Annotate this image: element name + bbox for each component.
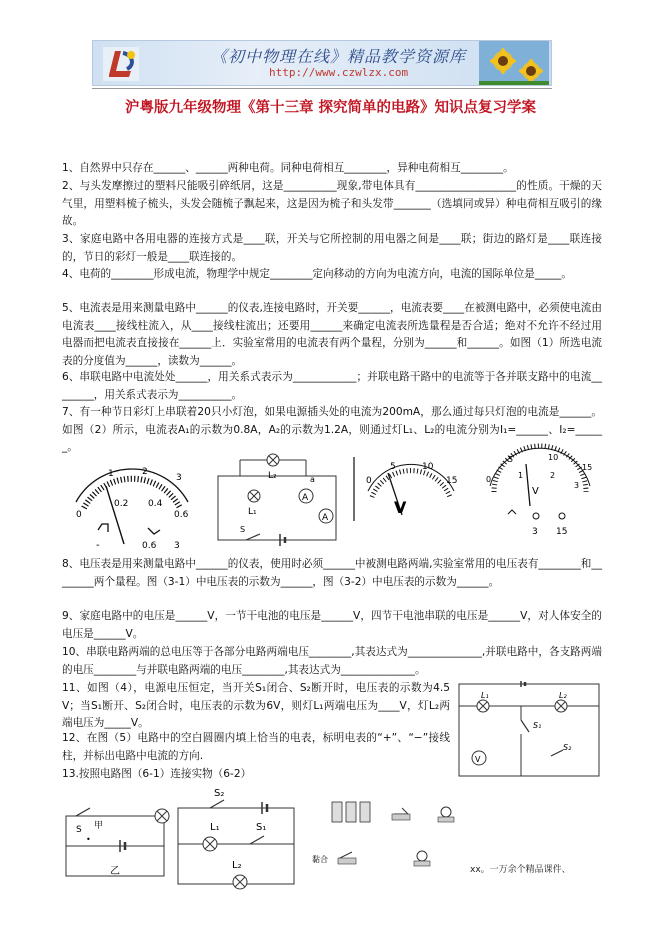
circuit5-label-jia: 甲	[94, 821, 104, 831]
voltmeter2-tick-10: 10	[548, 453, 559, 462]
question-5: 5、电流表是用来测量电路中______的仪表,连接电路时，开关要______，电流表要____在被测电路中，必须使电流由电流表____接线柱流入，从____接线柱流出；还要用______来确定电流表所选量程是否合适；绝对不允许不经过用电器而把电流表直接接在______上．实验室常用的电流表有两个量程，分别为______和______。如图（1）所选电流表的分度值为______，读数为______。	[62, 302, 602, 367]
voltmeter1-tick-10: 10	[422, 462, 434, 472]
figure-ammeter	[62, 462, 202, 552]
voltmeter1-tick-15: 15	[446, 476, 458, 486]
figure-circuit-5	[62, 798, 177, 884]
voltmeter2-tick-1: 1	[518, 471, 524, 480]
circuit2-label-l2: L₂	[268, 471, 277, 481]
voltmeter1-symbol: V	[394, 498, 407, 517]
question-8: 8、电压表是用来测量电路中______的仪表，使用时必须______中被测电路两端,实验室常用的电压表有________和________两个量程。图（3-1）中电压表的示数为______，图（3-2）中电压表的示数为______。	[62, 558, 602, 588]
question-1: 1、自然界中只存在______、______两种电荷。同种电荷相互________，异种电荷相互________。	[62, 162, 514, 174]
figure62-side-text: 黏合	[312, 855, 328, 864]
question-13: 13.按照电路图（6-1）连接实物（6-2）	[62, 768, 252, 780]
circuit2-label-a: a	[310, 475, 315, 484]
footer-note: xx。一万余个精品课件、	[470, 865, 571, 875]
figure-circuit-2	[210, 450, 345, 550]
figure-circuit-6-2	[310, 792, 475, 888]
figure-circuit-6-1	[170, 786, 310, 890]
circuit2-ammeter-a2: A	[322, 513, 329, 523]
voltmeter2-tick-2: 2	[550, 471, 556, 480]
figure-voltmeter-2	[478, 448, 603, 538]
circuit4-label-s1: S₁	[533, 721, 542, 730]
question-9: 9、家庭电路中的电压是______V，一节干电池的电压是______V，四节干电池串联的电压是______V，对人体安全的电压是______V。	[62, 610, 602, 640]
question-7: 7、有一种节日彩灯上串联着20只小灯泡，如果电源插头处的电流为200mA，那么通过每只灯泡的电流是______。如图（2）所示，电流表A₁的示数为0.8A，A₂的示数为1.2A，则通过灯L₁、L₂的电流分别为I₁=______、I₂=______。	[62, 406, 602, 454]
header-divider	[92, 88, 552, 89]
question-3: 3、家庭电路中各用电器的连接方式是____联，开关与它所控制的用电器之间是____联；街边的路灯是____联连接的，节日的彩灯一般是____联连接的。	[62, 233, 602, 263]
voltmeter2-terminal-3: 3	[532, 527, 538, 537]
circuit4-voltmeter: V	[475, 755, 481, 764]
question-11: 11、如图（4），电源电压恒定，当开关S₁闭合、S₂断开时，电压表的示数为4.5V；当S₁断开、S₂闭合时，电压表的示数为6V，则灯L₁两端电压为____V，灯L₂两端电压为_____V。	[62, 682, 450, 730]
banner-url[interactable]: http://www.czwlzx.com	[269, 66, 409, 79]
ammeter-terminal-3: 3	[174, 541, 180, 551]
circuit5-label-yi: 乙	[110, 866, 120, 877]
ammeter-outer-2: 2	[142, 467, 148, 477]
voltmeter2-tick-3: 3	[574, 481, 580, 490]
circuit5-label-s: S	[76, 825, 82, 835]
page-title: 沪粤版九年级物理《第十三章 探究简单的电路》知识点复习学案	[124, 100, 537, 116]
figure-voltmeter-1	[350, 455, 470, 525]
question-10: 10、串联电路两端的总电压等于各部分电路两端电压________,其表达式为______________,并联电路中，各支路两端的电压________与并联电路两端的电压________,其表达式为______________。	[62, 646, 602, 676]
question-12: 12、在图（5）电路中的空白圆圈内填上恰当的电表，标明电表的“+”、“−”接线柱，并标出电路中电流的方向.	[62, 732, 450, 762]
banner-title: 《初中物理在线》精品教学资源库	[211, 47, 467, 66]
ammeter-outer-1: 1	[108, 469, 114, 479]
question-4: 4、电荷的________形成电流，物理学中规定________定向移动的方向为电流方向，电流的国际单位是_____。	[62, 268, 572, 280]
circuit5-dot: •	[86, 835, 91, 844]
ammeter-tick-3: 0.6	[174, 510, 189, 520]
header-banner	[92, 40, 552, 86]
figure-circuit-4	[455, 680, 603, 780]
circuit61-label-l2: L₂	[232, 860, 242, 871]
circuit61-label-s1: S₁	[256, 822, 267, 833]
voltmeter2-symbol: V	[532, 486, 539, 497]
circuit4-label-l2: L₂	[559, 691, 567, 700]
ammeter-terminal-06: 0.6	[142, 541, 157, 551]
ammeter-tick-1: 0.2	[114, 499, 129, 509]
question-2: 2、与头发摩擦过的塑料尺能吸引碎纸屑，这是__________现象,带电体具有___________________的性质。干燥的天气里，用塑料梳子梳头，头发会随梳子飘起来，这是因为梳子和头发带_______（选填同或异）种电荷相互吸引的缘故。	[62, 180, 602, 228]
circuit2-ammeter-a1: A	[302, 493, 309, 503]
circuit61-label-s2: S₂	[214, 788, 225, 799]
voltmeter2-tick-0: 0	[486, 475, 492, 484]
circuit2-label-s: S	[240, 525, 246, 534]
circuit61-label-l1: L₁	[210, 822, 220, 833]
sunflower-icon	[479, 41, 549, 86]
circuit2-label-l1: L₁	[248, 507, 257, 517]
ammeter-tick-2: 0.4	[148, 499, 163, 509]
ammeter-outer-3: 3	[176, 473, 182, 483]
circuit4-label-s2: S₂	[563, 743, 572, 752]
voltmeter1-tick-0: 0	[366, 476, 372, 486]
ammeter-terminal-minus: -	[96, 540, 100, 551]
ammeter-tick-0: 0	[76, 510, 82, 520]
voltmeter2-tick-15: 15	[582, 463, 593, 472]
question-6: 6、串联电路中电流处处______，用关系式表示为____________；并联电路干路中的电流等于各并联支路中的电流________，用关系式表示为__________。	[62, 371, 602, 401]
voltmeter1-tick-5: 5	[390, 462, 396, 472]
voltmeter2-tick-5: 5	[508, 455, 514, 464]
voltmeter2-terminal-15: 15	[556, 527, 568, 537]
circuit4-label-l1: L₁	[481, 691, 489, 700]
logo-icon	[101, 45, 141, 83]
